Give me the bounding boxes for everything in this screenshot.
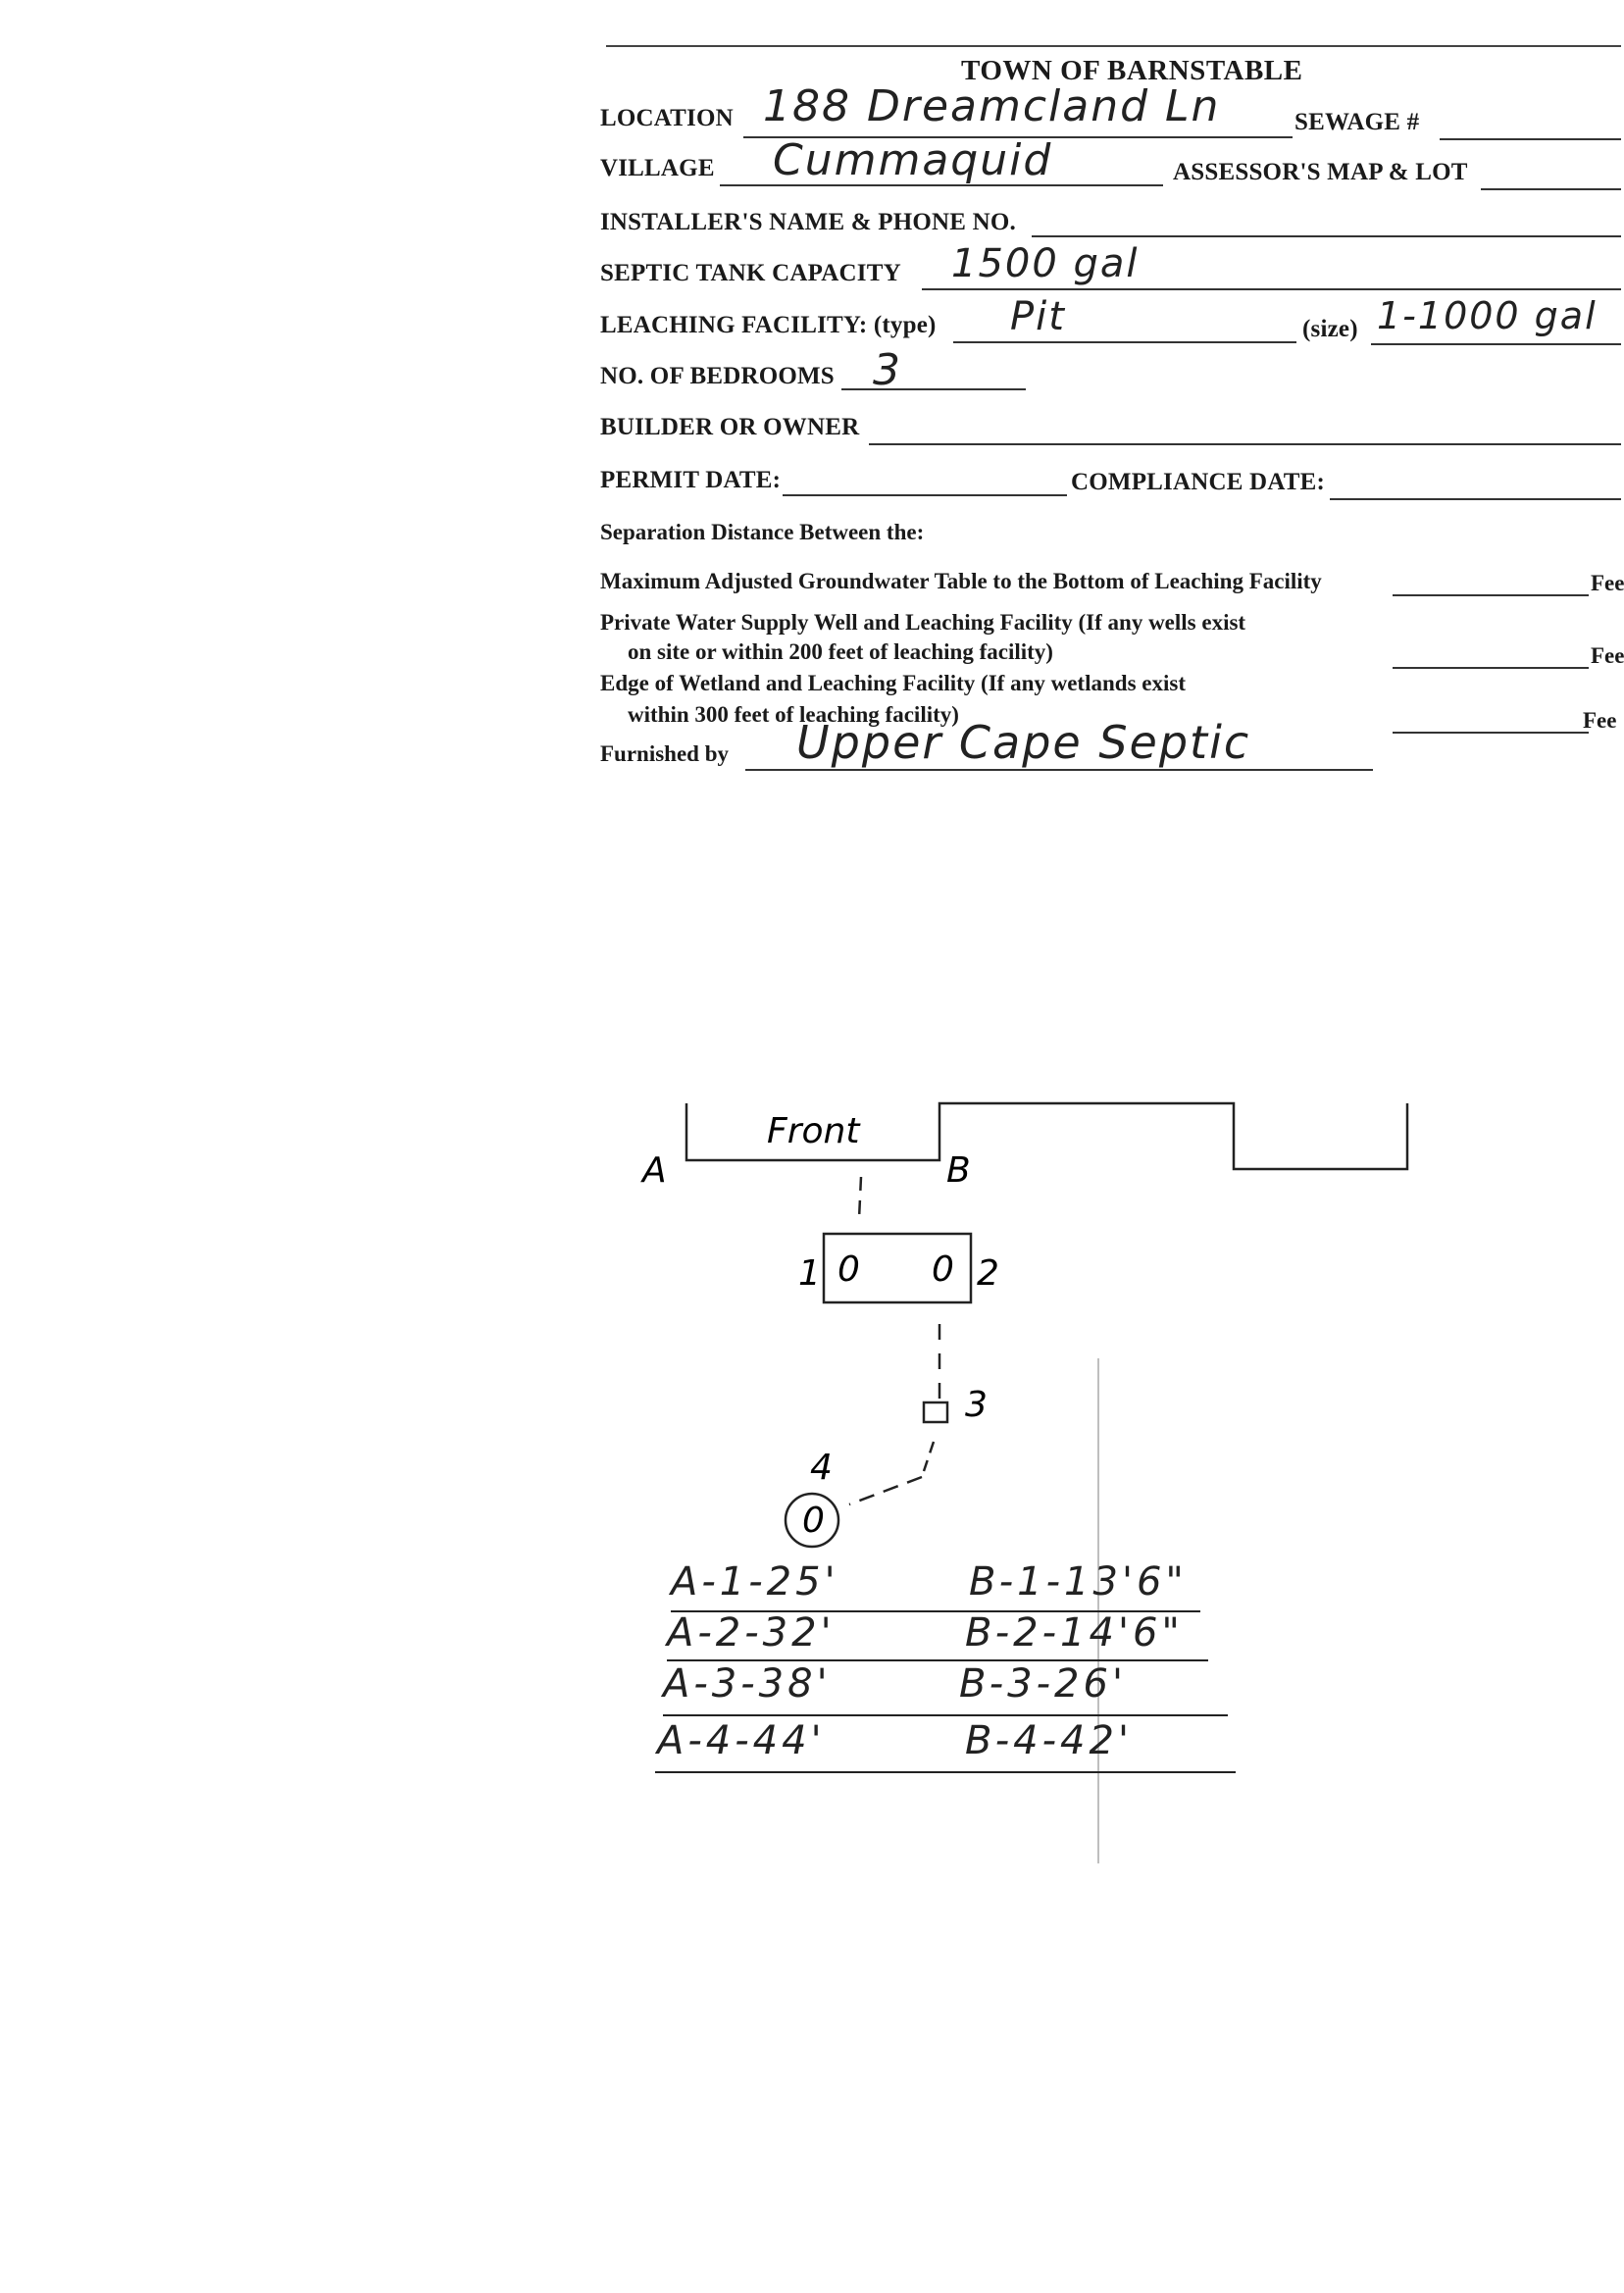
septic-capacity-value: 1500 gal [951, 241, 1140, 286]
installer-label: INSTALLER'S NAME & PHONE NO. [600, 209, 1016, 235]
pit-number: 4 [810, 1448, 833, 1488]
location-label: LOCATION [600, 105, 734, 131]
tie-a-3: A-3-38' [663, 1661, 832, 1707]
furnished-by-label: Furnished by [600, 741, 730, 766]
tie-row-4-line [655, 1771, 1236, 1773]
corner-b-label: B [946, 1150, 971, 1191]
tie-a-4: A-4-44' [657, 1718, 826, 1763]
distribution-box [924, 1402, 947, 1422]
separation-wetland-line2: within 300 feet of leaching facility) [628, 702, 959, 727]
builder-owner-label: BUILDER OR OWNER [600, 414, 860, 440]
sewage-label: SEWAGE # [1294, 109, 1420, 135]
bedrooms-label: NO. OF BEDROOMS [600, 363, 835, 389]
tie-b-2: B-2-14'6" [965, 1610, 1184, 1656]
pipe-box-down [924, 1442, 934, 1471]
septic-capacity-label: SEPTIC TANK CAPACITY [600, 260, 901, 286]
tank-right-number: 2 [977, 1253, 999, 1294]
box-number: 3 [965, 1385, 988, 1425]
corner-a-label: A [642, 1150, 667, 1191]
size-label: (size) [1302, 316, 1358, 342]
village-label: VILLAGE [600, 155, 715, 181]
tank-outlet-mark: 0 [932, 1249, 954, 1290]
tank-left-number: 1 [798, 1253, 821, 1294]
location-value: 188 Dreamcland Ln [763, 81, 1221, 131]
feet-label-1: Fee [1591, 571, 1624, 595]
pipe-to-pit [849, 1477, 922, 1504]
furnished-by-value: Upper Cape Septic [796, 716, 1251, 769]
pipe-house-to-tank [859, 1177, 861, 1219]
leaching-type-value: Pit [1010, 294, 1066, 339]
separation-well-line1: Private Water Supply Well and Leaching Facility (If any wells exist [600, 610, 1246, 635]
compliance-date-label: COMPLIANCE DATE: [1071, 469, 1325, 495]
tie-b-3: B-3-26' [959, 1661, 1127, 1707]
tank-inlet-mark: 0 [837, 1249, 860, 1290]
feet-label-2: Fee [1591, 643, 1624, 668]
feet-label-3: Fee [1583, 708, 1617, 733]
village-value: Cummaquid [773, 135, 1053, 185]
tie-b-1: B-1-13'6" [969, 1559, 1188, 1605]
front-label: Front [767, 1111, 860, 1151]
permit-date-label: PERMIT DATE: [600, 467, 782, 493]
separation-wetland-line1: Edge of Wetland and Leaching Facility (If any wetlands exist [600, 671, 1186, 695]
tie-b-4: B-4-42' [965, 1718, 1133, 1763]
pit-inner-mark: 0 [802, 1501, 825, 1541]
size-value: 1-1000 gal [1377, 294, 1598, 337]
tie-row-3-line [663, 1714, 1228, 1716]
form-title: TOWN OF BARNSTABLE [961, 55, 1303, 86]
tie-a-1: A-1-25' [671, 1559, 839, 1605]
tie-a-2: A-2-32' [667, 1610, 836, 1656]
bedrooms-value: 3 [873, 345, 902, 395]
leaching-facility-label: LEACHING FACILITY: (type) [600, 312, 937, 338]
assessor-label: ASSESSOR'S MAP & LOT [1173, 159, 1468, 185]
separation-groundwater: Maximum Adjusted Groundwater Table to the Bottom of Leaching Facility [600, 569, 1322, 593]
separation-well-line2: on site or within 200 feet of leaching facility) [628, 639, 1053, 664]
separation-heading: Separation Distance Between the: [600, 520, 925, 544]
